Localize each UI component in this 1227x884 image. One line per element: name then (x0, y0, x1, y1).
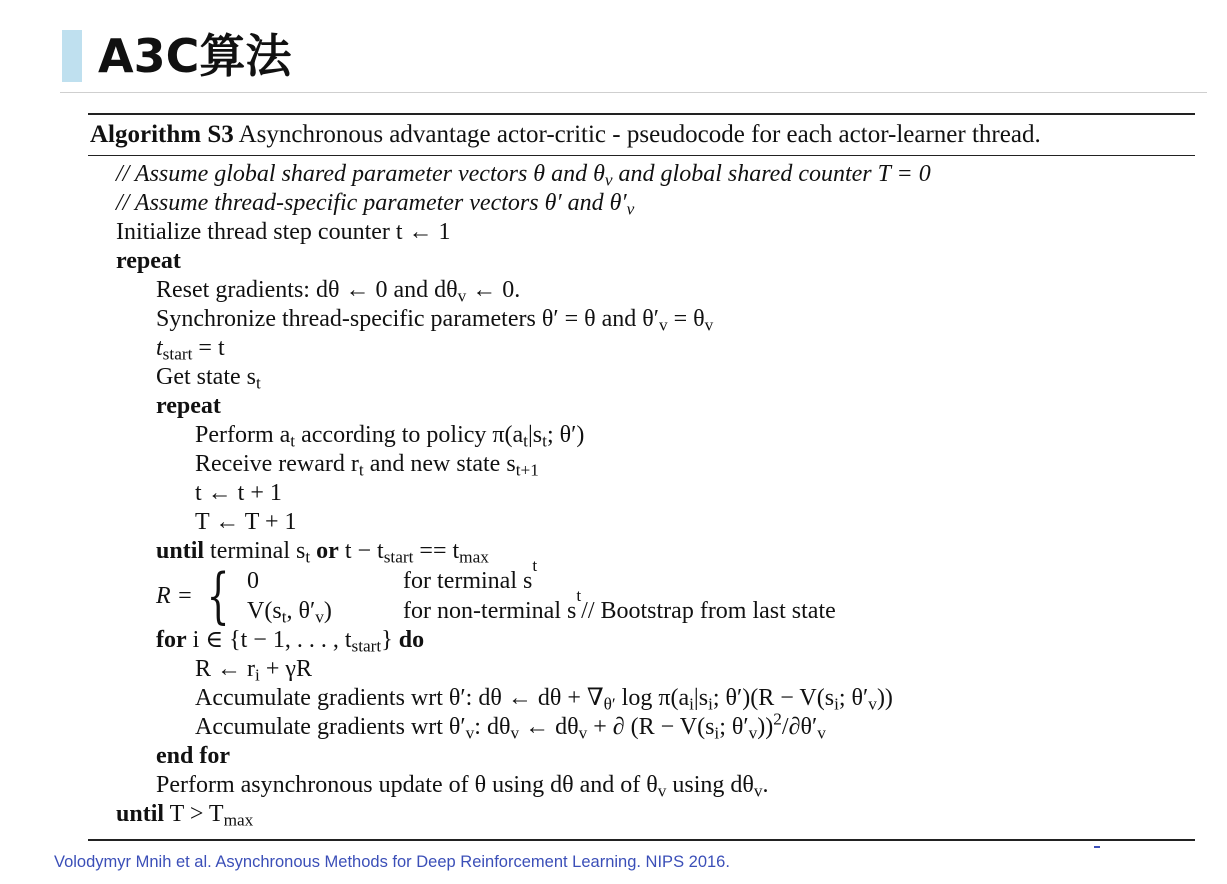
line-until-inner: until terminal $s_t$ or $t - t_{start} == t_{max}$ (156, 538, 489, 567)
citation-footnote: Volodymyr Mnih et al. Asynchronous Methods for Deep Reinforcement Learning. NIPS 2016. (54, 853, 730, 871)
line-accumulate-value: Accumulate gradients wrt $\theta'_v$: $d\theta_v$ ← $d\theta_v$ + ∂ ($R - V(s_i$; $\theta'_v))^2/\partial\theta'_v$ (195, 709, 826, 743)
algorithm-box (88, 113, 1195, 829)
line-repeat-inner: repeat (156, 393, 221, 419)
line-end-for: end for (156, 743, 230, 769)
line-get-state: Get state $s_t$ (156, 364, 261, 393)
algorithm-label: Algorithm S3 (90, 121, 234, 148)
case-non-terminal: $V(s_t$, $\theta'_v$) for non-terminal s t // Bootstrap from last state (247, 586, 836, 627)
line-tstart: $t_{start} = t$ (156, 335, 225, 364)
comment-thread-params: // Assume thread-specific parameter vectors θ′ and $\theta'_v$ (116, 190, 635, 219)
case-terminal: 0 for terminal s t (247, 556, 538, 594)
line-synchronize: Synchronize thread-specific parameters θ′ = θ and $\theta'_v = \theta_v$ (156, 306, 714, 335)
title-divider (60, 92, 1207, 93)
algorithm-caption-text: Asynchronous advantage actor-critic - pseudocode for each actor-learner thread. (233, 121, 1041, 148)
line-accumulate-policy: Accumulate gradients wrt θ′: dθ ← $d\theta + \nabla_{\theta'}$ $\log \pi(a_i|s_i$; $\theta')(R - V(s_i$; $\theta'_v$)) (195, 685, 893, 714)
line-init-counter: Initialize thread step counter t ← 1 (116, 219, 451, 245)
line-repeat-outer: repeat (116, 248, 181, 274)
comment-global-params: // Assume global shared parameter vectors θ and $\theta_v$ and global shared counter T = 0 (116, 161, 931, 190)
line-until-outer: until $T > T_{max}$ (116, 801, 254, 830)
algorithm-body (88, 156, 1195, 829)
page-title: A3C算法 (98, 29, 292, 83)
slide-mark (1094, 846, 1100, 848)
line-async-update: Perform asynchronous update of θ using dθ and of $\theta_v$ using $d\theta_v$. (156, 772, 769, 801)
return-cases (88, 556, 1195, 631)
line-increment-T: T ← T + 1 (195, 509, 297, 535)
line-perform-action: Perform $a_t$ according to policy $\pi(a_t|s_t$; θ′) (195, 422, 585, 451)
line-increment-t: t ← t + 1 (195, 480, 282, 506)
line-reset-gradients: Reset gradients: dθ ← 0 and $d\theta_v$ ← 0. (156, 277, 521, 306)
line-for-loop: for i ∈ {t − 1, . . . , $t_{start}$} do (156, 627, 425, 656)
algorithm-bottom-rule (88, 839, 1195, 841)
case-brace: { (206, 561, 230, 631)
line-update-return: R ← $r_i + \gamma R$ (195, 656, 312, 685)
return-lhs: R = (156, 582, 193, 609)
title-accent-bar (62, 30, 82, 82)
line-receive-reward: Receive reward $r_t$ and new state $s_{t+1}$ (195, 451, 539, 480)
algorithm-caption (88, 115, 1195, 155)
